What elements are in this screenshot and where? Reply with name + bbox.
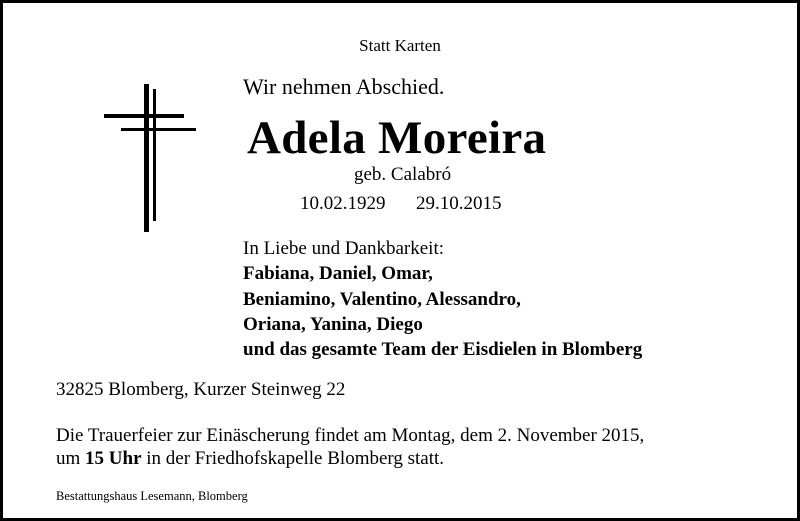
ceremony-line-2-prefix: um: [56, 448, 86, 469]
birth-name: geb. Calabró: [354, 164, 452, 185]
ceremony-line-2-suffix: in der Friedhofskapelle Blomberg statt.: [141, 448, 445, 469]
funeral-home: Bestattungshaus Lesemann, Blomberg: [56, 489, 248, 503]
mourner-line: und das gesamte Team der Eisdielen in Blomberg: [243, 339, 643, 360]
mourner-line: Oriana, Yanina, Diego: [243, 314, 423, 335]
deceased-name: Adela Moreira: [247, 112, 547, 164]
mourner-line: Beniamino, Valentino, Alessandro,: [243, 289, 521, 310]
mourner-line: Fabiana, Daniel, Omar,: [243, 263, 433, 284]
notice-header: Statt Karten: [359, 36, 441, 55]
ceremony-time: 15 Uhr: [85, 448, 142, 469]
ceremony-line-2: [56, 449, 444, 468]
death-date: 29.10.2015: [416, 193, 502, 214]
ceremony-line-1: Die Trauerfeier zur Einäscherung findet am Montag, dem 2. November 2015,: [56, 425, 645, 446]
birth-date: 10.02.1929: [300, 193, 386, 214]
mourners-intro: In Liebe und Dankbarkeit:: [243, 238, 445, 259]
double-cross-icon: [104, 84, 196, 232]
address: 32825 Blomberg, Kurzer Steinweg 22: [56, 379, 346, 400]
intro-text: Wir nehmen Abschied.: [243, 74, 445, 99]
